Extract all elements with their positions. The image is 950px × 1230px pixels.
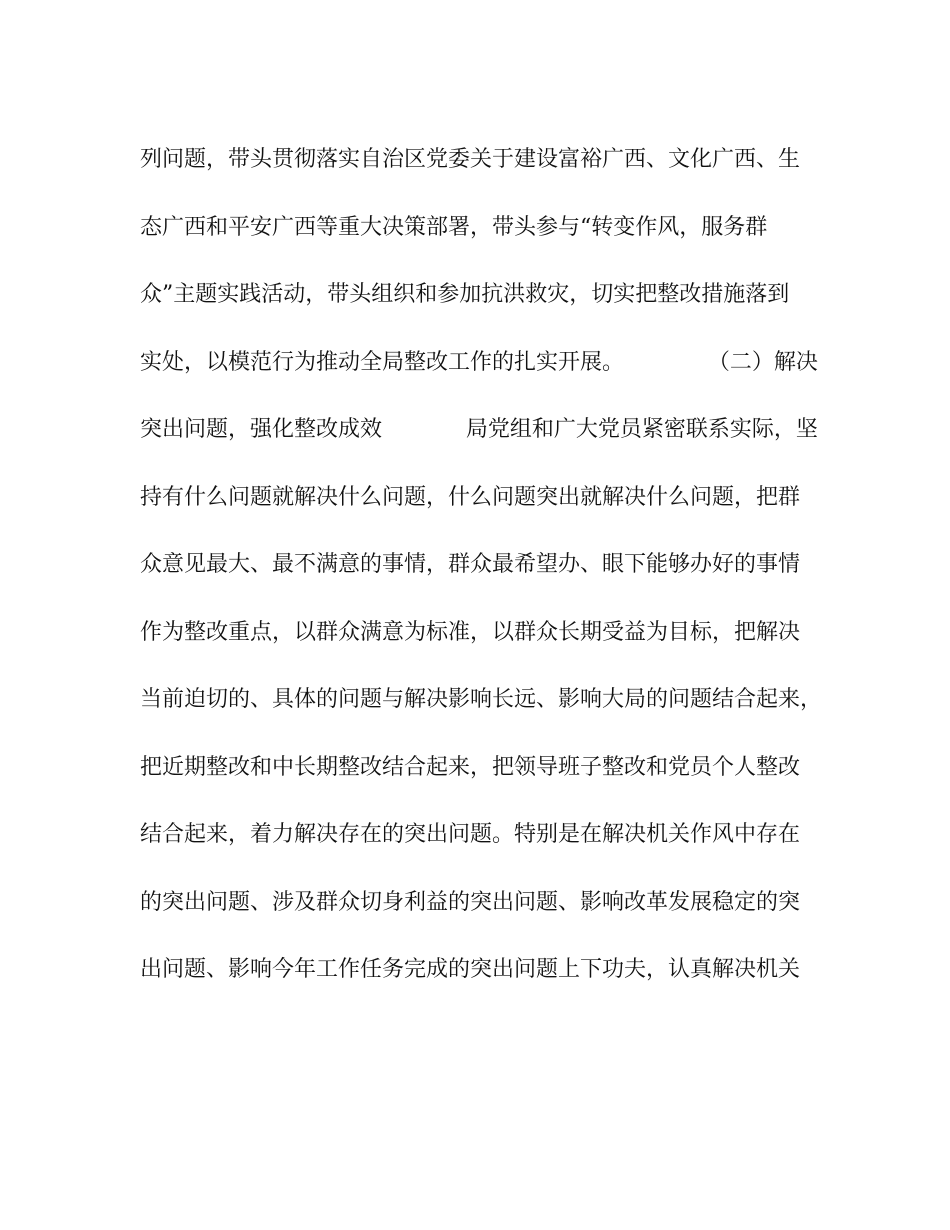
text-line: 突出问题，强化整改成效 局党组和广大党员紧密联系实际，坚 (140, 417, 818, 442)
text-line: 众意见最大、最不满意的事情，群众最希望办、眼下能够办好的事情 (140, 552, 801, 577)
text-line: 列问题，带头贯彻落实自治区党委关于建设富裕广西、文化广西、生 (140, 147, 801, 172)
text-line: 作为整改重点，以群众满意为标准，以群众长期受益为目标，把解决 (140, 619, 801, 645)
text-line: 出问题、影响今年工作任务完成的突出问题上下功夫，认真解决机关 (140, 957, 801, 982)
text-line: 实处，以模范行为推动全局整改工作的扎实开展。 （二）解决 (140, 349, 818, 375)
text-line: 当前迫切的、具体的问题与解决影响长远、影响大局的问题结合起来， (140, 687, 823, 712)
text-line: 持有什么问题就解决什么问题，什么问题突出就解决什么问题，把群 (140, 484, 801, 510)
body-text (140, 138, 823, 1016)
text-line: 把近期整改和中长期整改结合起来，把领导班子整改和党员个人整改 (140, 754, 801, 780)
text-line: 众”主题实践活动，带头组织和参加抗洪救灾，切实把整改措施落到 (140, 282, 790, 307)
text-line: 结合起来，着力解决存在的突出问题。特别是在解决机关作风中存在 (140, 822, 801, 847)
text-line: 的突出问题、涉及群众切身利益的突出问题、影响改革发展稳定的突 (140, 889, 801, 915)
text-line: 态广西和平安广西等重大决策部署，带头参与“转变作风，服务群 (140, 214, 768, 240)
